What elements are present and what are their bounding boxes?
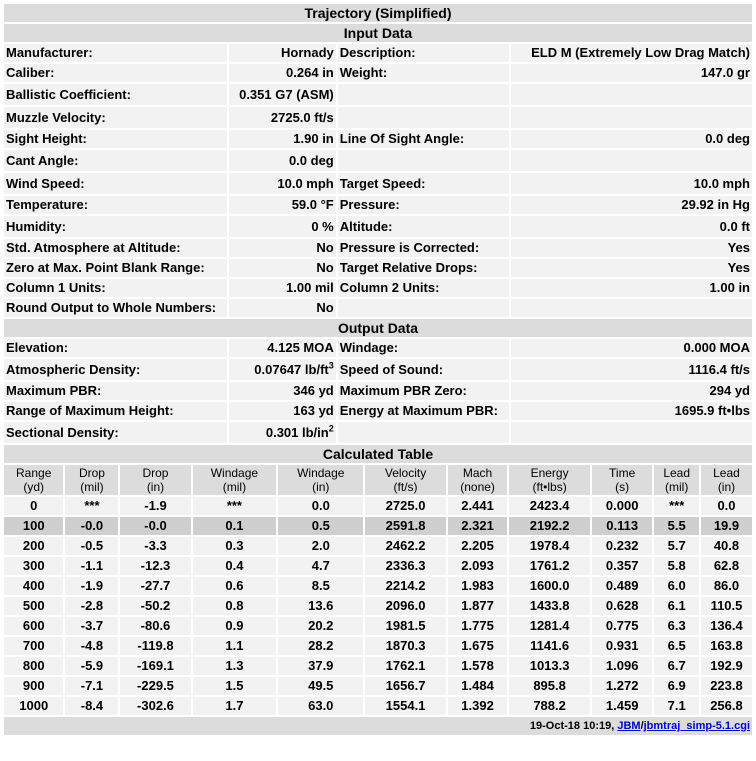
table-cell: 900 xyxy=(4,677,63,695)
input-label: Round Output to Whole Numbers: xyxy=(4,299,227,317)
table-cell: *** xyxy=(193,497,277,515)
input-value: 29.92 in Hg xyxy=(511,196,752,214)
column-header xyxy=(365,465,446,495)
output-value xyxy=(229,359,336,380)
table-cell: -119.8 xyxy=(120,637,190,655)
table-cell: 6.9 xyxy=(654,677,699,695)
input-value: 147.0 gr xyxy=(511,64,752,82)
table-row xyxy=(4,497,752,515)
jbm-link[interactable]: JBM xyxy=(617,720,641,732)
footer-timestamp: 19-Oct-18 10:19, xyxy=(529,720,618,732)
table-cell: -0.0 xyxy=(120,517,190,535)
table-cell: 1.272 xyxy=(592,677,652,695)
table-cell: 28.2 xyxy=(278,637,363,655)
table-cell: 6.5 xyxy=(654,637,699,655)
input-value-text: No xyxy=(316,240,334,255)
input-row xyxy=(4,107,752,128)
input-label: Ballistic Coefficient: xyxy=(4,84,227,105)
input-value: Yes xyxy=(511,259,752,277)
table-cell: 0.628 xyxy=(592,597,652,615)
table-row xyxy=(4,557,752,575)
table-cell: 20.2 xyxy=(278,617,363,635)
output-value-text: 0.301 lb/in xyxy=(265,425,329,440)
table-cell: 6.0 xyxy=(654,577,699,595)
input-label: Altitude: xyxy=(338,216,509,237)
column-unit: (none) xyxy=(460,480,495,494)
table-cell: 700 xyxy=(4,637,63,655)
table-cell: 1554.1 xyxy=(365,697,446,715)
input-label xyxy=(338,84,509,105)
input-value-text: 2725.0 ft/s xyxy=(270,110,334,125)
table-cell: *** xyxy=(654,497,699,515)
table-cell: 62.8 xyxy=(701,557,752,575)
output-value xyxy=(511,422,752,443)
table-row xyxy=(4,617,752,635)
table-cell: 0.1 xyxy=(193,517,277,535)
table-cell: 1981.5 xyxy=(365,617,446,635)
input-value xyxy=(229,239,336,257)
column-name: Lead xyxy=(713,466,740,480)
table-cell: 6.3 xyxy=(654,617,699,635)
input-row xyxy=(4,44,752,62)
table-cell: 1.5 xyxy=(193,677,277,695)
table-cell: 2423.4 xyxy=(509,497,590,515)
column-header xyxy=(509,465,590,495)
table-cell: 19.9 xyxy=(701,517,752,535)
input-value xyxy=(229,173,336,194)
table-cell: 1.392 xyxy=(448,697,507,715)
table-cell: 0.000 xyxy=(592,497,652,515)
input-row xyxy=(4,173,752,194)
input-row xyxy=(4,130,752,148)
column-unit: (in) xyxy=(717,480,736,494)
input-label: Zero at Max. Point Blank Range: xyxy=(4,259,227,277)
column-name: Range xyxy=(16,466,52,480)
column-header xyxy=(654,465,699,495)
output-label: Speed of Sound: xyxy=(338,359,509,380)
table-cell: 2.093 xyxy=(448,557,507,575)
table-cell: 2336.3 xyxy=(365,557,446,575)
table-cell: 1761.2 xyxy=(509,557,590,575)
column-header xyxy=(4,465,63,495)
input-label xyxy=(338,299,509,317)
input-value xyxy=(229,150,336,171)
table-cell: 1.675 xyxy=(448,637,507,655)
table-row xyxy=(4,517,752,535)
table-cell: 895.8 xyxy=(509,677,590,695)
table-cell: 0.775 xyxy=(592,617,652,635)
table-cell: 0.0 xyxy=(701,497,752,515)
table-cell: -50.2 xyxy=(120,597,190,615)
input-label: Temperature: xyxy=(4,196,227,214)
input-label: Caliber: xyxy=(4,64,227,82)
output-label: Windage: xyxy=(338,339,509,357)
input-value-text: 10.0 mph xyxy=(277,176,334,191)
table-cell: -7.1 xyxy=(65,677,118,695)
table-cell: 0.113 xyxy=(592,517,652,535)
column-name: Drop xyxy=(78,466,105,480)
input-row xyxy=(4,259,752,277)
table-cell: 223.8 xyxy=(701,677,752,695)
table-row xyxy=(4,597,752,615)
table-cell: 1656.7 xyxy=(365,677,446,695)
table-cell: -2.8 xyxy=(65,597,118,615)
table-cell: -229.5 xyxy=(120,677,190,695)
input-value: 1.00 in xyxy=(511,279,752,297)
input-value: 10.0 mph xyxy=(511,173,752,194)
table-row xyxy=(4,697,752,715)
unit-exponent: 3 xyxy=(328,360,334,371)
input-value xyxy=(511,299,752,317)
table-cell: 2214.2 xyxy=(365,577,446,595)
table-cell: 0.232 xyxy=(592,537,652,555)
table-cell: -27.7 xyxy=(120,577,190,595)
column-unit: (in) xyxy=(146,480,165,494)
table-cell: 5.8 xyxy=(654,557,699,575)
output-value: 1116.4 ft/s xyxy=(511,359,752,380)
table-cell: 800 xyxy=(4,657,63,675)
column-name: Windage xyxy=(297,466,345,480)
table-cell: 2.205 xyxy=(448,537,507,555)
output-value: 1695.9 ft•lbs xyxy=(511,402,752,420)
column-header xyxy=(278,465,363,495)
table-cell: 7.1 xyxy=(654,697,699,715)
table-cell: -3.7 xyxy=(65,617,118,635)
calculated-table-header: Calculated Table xyxy=(4,445,752,463)
input-value-text: No xyxy=(316,260,334,275)
table-cell: 1.484 xyxy=(448,677,507,695)
input-row xyxy=(4,150,752,171)
table-cell: -0.0 xyxy=(65,517,118,535)
table-cell: 1870.3 xyxy=(365,637,446,655)
column-name: Drop xyxy=(142,466,169,480)
output-row xyxy=(4,339,752,357)
input-row xyxy=(4,279,752,297)
table-cell: -4.8 xyxy=(65,637,118,655)
output-header-row xyxy=(4,319,752,337)
table-cell: 1.983 xyxy=(448,577,507,595)
table-cell: 0.0 xyxy=(278,497,363,515)
table-cell: 2.321 xyxy=(448,517,507,535)
input-label: Wind Speed: xyxy=(4,173,227,194)
input-row xyxy=(4,196,752,214)
footer xyxy=(4,717,752,735)
output-label xyxy=(338,422,509,443)
table-cell: 256.8 xyxy=(701,697,752,715)
table-cell: -8.4 xyxy=(65,697,118,715)
table-cell: 0.8 xyxy=(193,597,277,615)
output-row xyxy=(4,402,752,420)
table-cell: 100 xyxy=(4,517,63,535)
table-cell: 1.775 xyxy=(448,617,507,635)
table-cell: 1.3 xyxy=(193,657,277,675)
table-cell: 1600.0 xyxy=(509,577,590,595)
table-cell: -302.6 xyxy=(120,697,190,715)
table-cell: -1.9 xyxy=(120,497,190,515)
output-value-text: 346 yd xyxy=(293,383,334,398)
output-label: Sectional Density: xyxy=(4,422,227,443)
table-cell: 37.9 xyxy=(278,657,363,675)
input-label: Target Relative Drops: xyxy=(338,259,509,277)
input-label: Muzzle Velocity: xyxy=(4,107,227,128)
output-value xyxy=(229,382,336,400)
column-name: Time xyxy=(609,466,636,480)
table-row xyxy=(4,677,752,695)
output-value: 294 yd xyxy=(511,382,752,400)
input-value-text: 1.00 mil xyxy=(286,280,334,295)
input-value-text: Hornady xyxy=(281,45,334,60)
table-cell: 6.1 xyxy=(654,597,699,615)
column-unit: (s) xyxy=(615,480,630,494)
input-value xyxy=(229,84,336,105)
table-cell: 2.441 xyxy=(448,497,507,515)
table-cell: 1.7 xyxy=(193,697,277,715)
input-label: Weight: xyxy=(338,64,509,82)
table-cell: 8.5 xyxy=(278,577,363,595)
table-cell: 1000 xyxy=(4,697,63,715)
output-value xyxy=(229,422,336,443)
table-cell: 1433.8 xyxy=(509,597,590,615)
table-cell: 2591.8 xyxy=(365,517,446,535)
input-value-text: 1.90 in xyxy=(293,131,334,146)
column-header xyxy=(701,465,752,495)
table-cell: 0.9 xyxy=(193,617,277,635)
input-value: 0.0 ft xyxy=(511,216,752,237)
trajectory-report xyxy=(2,2,754,737)
column-unit: (mil) xyxy=(665,480,689,494)
input-label: Std. Atmosphere at Altitude: xyxy=(4,239,227,257)
table-cell: 600 xyxy=(4,617,63,635)
output-label: Maximum PBR: xyxy=(4,382,227,400)
column-unit: (in) xyxy=(312,480,330,494)
table-cell: 0.3 xyxy=(193,537,277,555)
input-label: Target Speed: xyxy=(338,173,509,194)
table-cell: 400 xyxy=(4,577,63,595)
input-label: Humidity: xyxy=(4,216,227,237)
output-data-header: Output Data xyxy=(4,319,752,337)
table-cell: 4.7 xyxy=(278,557,363,575)
table-cell: 0.357 xyxy=(592,557,652,575)
input-label: Pressure is Corrected: xyxy=(338,239,509,257)
input-label: Pressure: xyxy=(338,196,509,214)
table-row xyxy=(4,637,752,655)
table-cell: 300 xyxy=(4,557,63,575)
table-cell: 0.489 xyxy=(592,577,652,595)
table-cell: -5.9 xyxy=(65,657,118,675)
output-label: Range of Maximum Height: xyxy=(4,402,227,420)
table-cell: 1.459 xyxy=(592,697,652,715)
table-cell: *** xyxy=(65,497,118,515)
table-cell: 1978.4 xyxy=(509,537,590,555)
table-cell: 788.2 xyxy=(509,697,590,715)
input-value xyxy=(511,84,752,105)
column-unit: (ft•lbs) xyxy=(532,480,567,494)
table-cell: -80.6 xyxy=(120,617,190,635)
output-value: 0.000 MOA xyxy=(511,339,752,357)
input-value-text: 0.0 deg xyxy=(288,153,334,168)
input-label: Column 1 Units: xyxy=(4,279,227,297)
input-value xyxy=(511,150,752,171)
table-cell: 6.7 xyxy=(654,657,699,675)
table-cell: -169.1 xyxy=(120,657,190,675)
table-cell: 110.5 xyxy=(701,597,752,615)
table-cell: 2462.2 xyxy=(365,537,446,555)
table-cell: 40.8 xyxy=(701,537,752,555)
output-row xyxy=(4,382,752,400)
input-value xyxy=(229,130,336,148)
input-value-text: 0.264 in xyxy=(286,65,334,80)
input-row xyxy=(4,84,752,105)
input-value: ELD M (Extremely Low Drag Match) xyxy=(511,44,752,62)
table-row xyxy=(4,577,752,595)
input-label xyxy=(338,150,509,171)
table-cell: 0.931 xyxy=(592,637,652,655)
input-value xyxy=(229,64,336,82)
table-cell: 500 xyxy=(4,597,63,615)
column-header xyxy=(193,465,277,495)
column-name: Velocity xyxy=(384,466,427,480)
column-unit: (ft/s) xyxy=(393,480,418,494)
table-cell: 2096.0 xyxy=(365,597,446,615)
input-label xyxy=(338,107,509,128)
input-label: Column 2 Units: xyxy=(338,279,509,297)
table-cell: 0 xyxy=(4,497,63,515)
table-row xyxy=(4,537,752,555)
output-label: Atmospheric Density: xyxy=(4,359,227,380)
input-label: Sight Height: xyxy=(4,130,227,148)
input-value-text: 59.0 °F xyxy=(291,197,334,212)
table-cell: 1281.4 xyxy=(509,617,590,635)
input-label: Manufacturer: xyxy=(4,44,227,62)
input-value xyxy=(229,259,336,277)
input-value: 0.0 deg xyxy=(511,130,752,148)
column-header xyxy=(65,465,118,495)
script-link[interactable]: jbmtraj_simp-5.1.cgi xyxy=(643,720,750,732)
input-value xyxy=(229,216,336,237)
output-value xyxy=(229,339,336,357)
input-label: Description: xyxy=(338,44,509,62)
input-row xyxy=(4,299,752,317)
output-row xyxy=(4,359,752,380)
column-name: Lead xyxy=(663,466,691,480)
output-label: Maximum PBR Zero: xyxy=(338,382,509,400)
calculated-table xyxy=(2,443,754,737)
input-value xyxy=(229,44,336,62)
input-data-header: Input Data xyxy=(4,24,752,42)
output-value-text: 0.07647 lb/ft xyxy=(254,362,329,377)
input-value xyxy=(229,299,336,317)
table-cell: 192.9 xyxy=(701,657,752,675)
column-header xyxy=(448,465,507,495)
table-cell: 5.5 xyxy=(654,517,699,535)
table-cell: -0.5 xyxy=(65,537,118,555)
info-table xyxy=(2,2,754,445)
input-label: Line Of Sight Angle: xyxy=(338,130,509,148)
table-cell: 1.578 xyxy=(448,657,507,675)
table-cell: 1762.1 xyxy=(365,657,446,675)
output-value xyxy=(229,402,336,420)
column-header xyxy=(120,465,190,495)
column-unit: (mil) xyxy=(80,480,104,494)
column-unit: (mil) xyxy=(222,480,247,494)
table-row xyxy=(4,657,752,675)
table-cell: 163.8 xyxy=(701,637,752,655)
table-cell: 1141.6 xyxy=(509,637,590,655)
output-row xyxy=(4,422,752,443)
table-cell: 1.1 xyxy=(193,637,277,655)
page-title: Trajectory (Simplified) xyxy=(4,4,752,22)
table-cell: 0.6 xyxy=(193,577,277,595)
table-cell: 2192.2 xyxy=(509,517,590,535)
table-cell: 200 xyxy=(4,537,63,555)
table-cell: 5.7 xyxy=(654,537,699,555)
input-row xyxy=(4,216,752,237)
table-cell: -1.1 xyxy=(65,557,118,575)
table-cell: -3.3 xyxy=(120,537,190,555)
table-cell: 49.5 xyxy=(278,677,363,695)
input-value-text: 0 % xyxy=(311,219,334,234)
input-value xyxy=(229,196,336,214)
input-value-text: No xyxy=(316,300,334,315)
table-cell: 1.096 xyxy=(592,657,652,675)
column-name: Windage xyxy=(210,466,259,480)
unit-exponent: 2 xyxy=(328,423,334,434)
column-name: Mach xyxy=(462,466,493,480)
output-label: Energy at Maximum PBR: xyxy=(338,402,509,420)
output-value-text: 163 yd xyxy=(293,403,334,418)
input-value: Yes xyxy=(511,239,752,257)
column-name: Energy xyxy=(530,466,569,480)
column-header xyxy=(592,465,652,495)
table-cell: 86.0 xyxy=(701,577,752,595)
table-cell: 2.0 xyxy=(278,537,363,555)
table-cell: 13.6 xyxy=(278,597,363,615)
table-cell: 136.4 xyxy=(701,617,752,635)
input-label: Cant Angle: xyxy=(4,150,227,171)
input-value xyxy=(229,107,336,128)
table-cell: 63.0 xyxy=(278,697,363,715)
column-unit: (yd) xyxy=(23,480,45,494)
input-value xyxy=(229,279,336,297)
output-value-text: 4.125 MOA xyxy=(267,340,334,355)
table-cell: 0.4 xyxy=(193,557,277,575)
input-value-text: 0.351 G7 (ASM) xyxy=(239,87,334,102)
table-cell: -12.3 xyxy=(120,557,190,575)
table-cell: -1.9 xyxy=(65,577,118,595)
table-cell: 0.5 xyxy=(278,517,363,535)
input-value xyxy=(511,107,752,128)
input-row xyxy=(4,239,752,257)
output-label: Elevation: xyxy=(4,339,227,357)
table-cell: 1013.3 xyxy=(509,657,590,675)
table-cell: 1.877 xyxy=(448,597,507,615)
footer-separator: / xyxy=(640,720,644,732)
input-row xyxy=(4,64,752,82)
table-cell: 2725.0 xyxy=(365,497,446,515)
